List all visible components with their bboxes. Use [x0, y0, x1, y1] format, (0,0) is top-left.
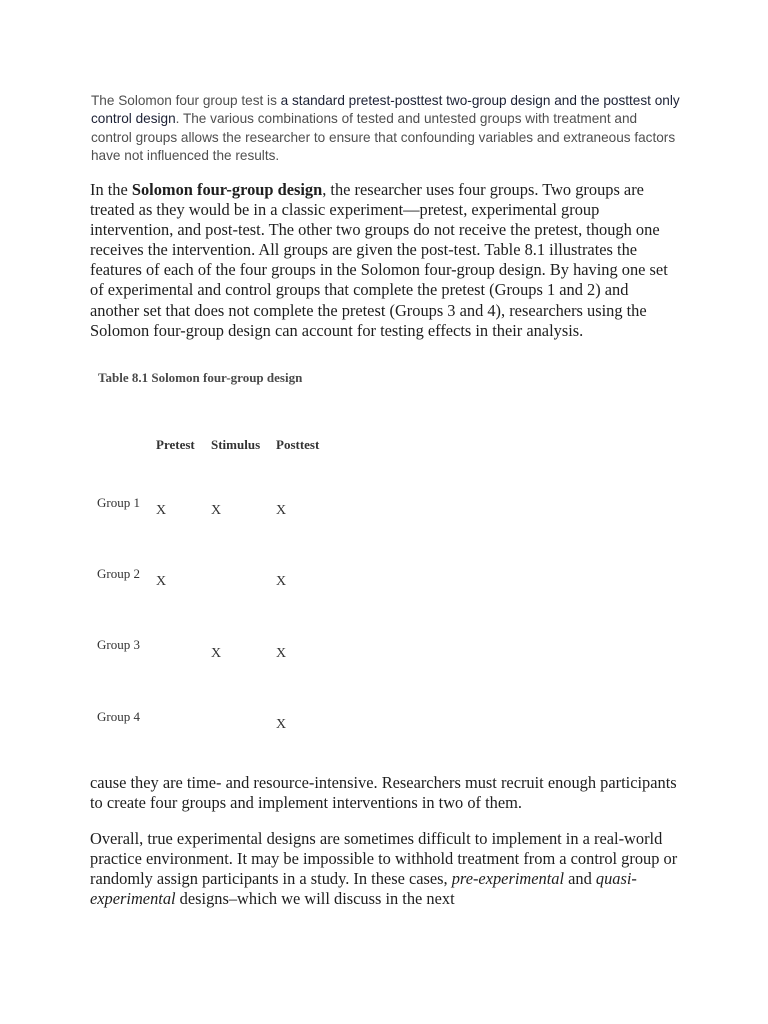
practice-environment-paragraph	[90, 829, 680, 909]
para3-text-2: and	[564, 869, 596, 889]
header-stimulus: Stimulus	[211, 437, 261, 452]
cell-group-2-posttest: X	[276, 574, 287, 589]
para1-lead: In the	[90, 180, 132, 199]
cell-group-3-stimulus: X	[211, 646, 222, 661]
intro-highlight: a standard pretest-posttest two-group design and the posttest only control design	[91, 93, 680, 127]
row-label-group-1: Group 1	[97, 495, 140, 510]
cell-group-2-pretest: X	[156, 574, 167, 589]
cell-group-4-posttest: X	[276, 717, 287, 732]
para1-body: , the researcher uses four groups. Two groups are treated as they would be in a classic experiment—pretest, experimental group intervention, and post-test. The other two groups do not receive the pretest, though one receives the intervention. All groups are given the post-test. Table 8.1 illustrates the features of each of the four groups in the Solomon four-group design. By having one set of experimental and control groups that complete the pretest (Groups 1 and 2) and another set that does not complete the pretest (Groups 3 and 4), researchers using the Solomon four-group design can account for testing effects in their analysis.	[90, 180, 668, 340]
solomon-design-paragraph	[90, 180, 680, 341]
para3-text-1: Overall, true experimental designs are sometimes difficult to implement in a real-world practice environment. It may be impossible to withhold treatment from a control group or randomly assign participants in a study. In these cases,	[90, 829, 678, 889]
para1-bold-term: Solomon four-group design	[131, 180, 323, 199]
header-posttest: Posttest	[276, 437, 320, 452]
cell-group-1-posttest: X	[276, 503, 287, 518]
resource-intensive-paragraph: cause they are time- and resource-intensive. Researchers must recruit enough participants to create four groups and implement interventions in two of them.	[90, 773, 677, 813]
cell-group-3-posttest: X	[276, 646, 287, 661]
para3-italic-pre-experimental: pre-experimental	[451, 869, 564, 889]
intro-text-end: . The various combinations of tested and untested groups with treatment and control groups allows the researcher to ensure that confounding variables and extraneous factors have not influenced the results.	[91, 111, 676, 164]
intro-paragraph	[91, 92, 681, 166]
header-pretest: Pretest	[156, 437, 195, 452]
para3-italic-quasi-experimental: quasi-experimental	[90, 869, 637, 909]
cell-group-1-stimulus: X	[211, 503, 222, 518]
intro-text-start: The Solomon four group test is	[91, 93, 281, 108]
table-caption: Table 8.1 Solomon four-group design	[98, 370, 303, 385]
row-label-group-2: Group 2	[97, 566, 140, 581]
para3-text-3: designs–which we will discuss in the next	[175, 889, 455, 909]
row-label-group-3: Group 3	[97, 637, 140, 652]
row-label-group-4: Group 4	[97, 709, 140, 724]
cell-group-1-pretest: X	[156, 503, 167, 518]
